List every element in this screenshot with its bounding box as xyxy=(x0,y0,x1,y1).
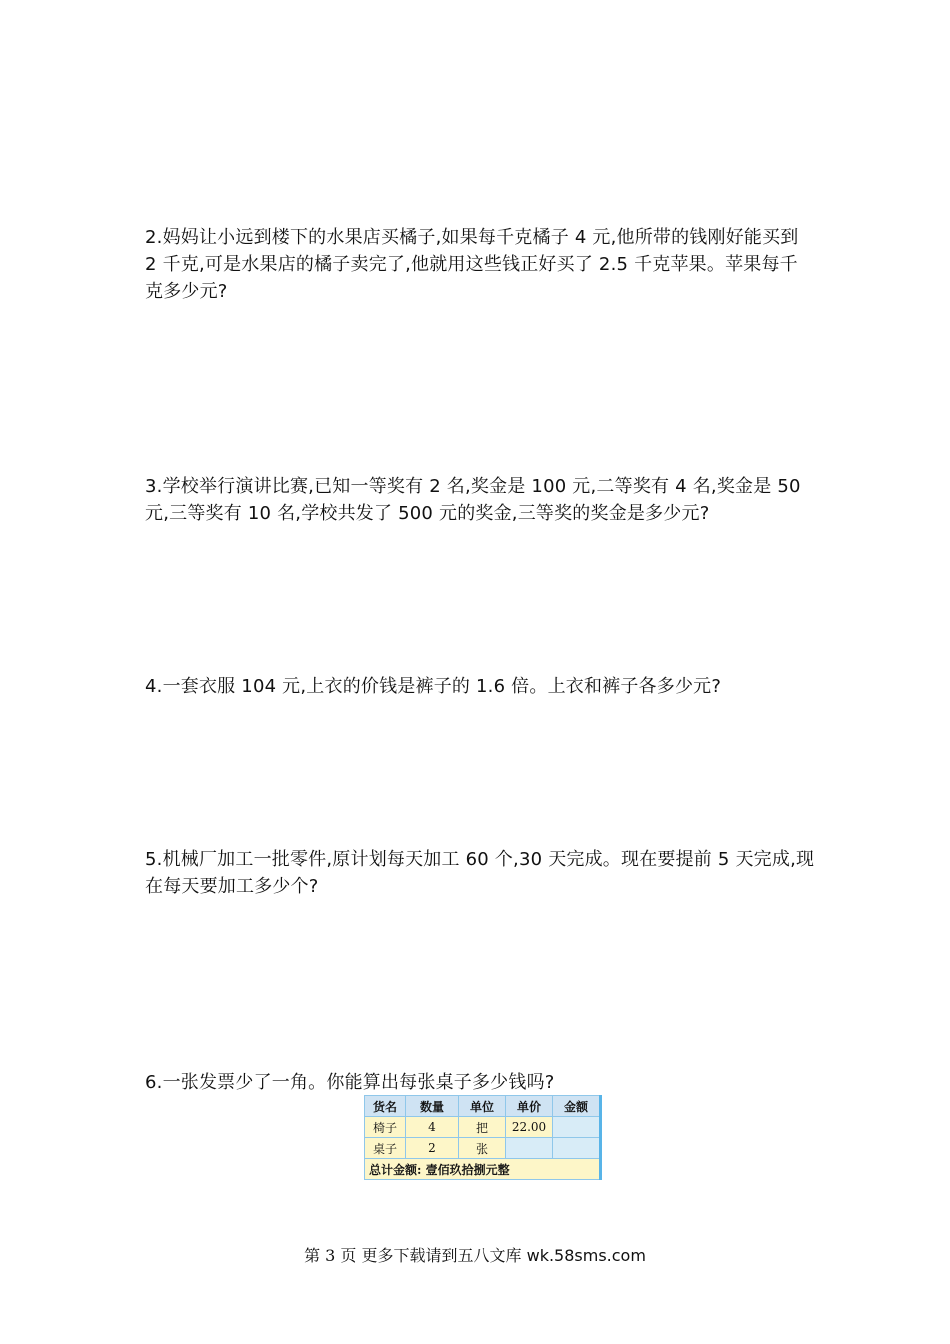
question-6: 6.一张发票少了一角。你能算出每张桌子多少钱吗? xyxy=(145,1072,555,1093)
question-2: 2.妈妈让小远到楼下的水果店买橘子,如果每千克橘子 4 元,他所带的钱刚好能买到 2 千克,可是水果店的橘子卖完了,他就用这些钱正好买了 2.5 千克苹果。苹果每千克多少元? xyxy=(145,227,799,302)
invoice-cell xyxy=(553,1117,601,1138)
invoice-cell: 22.00 xyxy=(506,1117,553,1138)
invoice-cell xyxy=(506,1138,553,1159)
invoice-row xyxy=(365,1138,601,1159)
invoice-cell: 桌子 xyxy=(365,1138,406,1159)
invoice-header-cell: 货名 xyxy=(365,1096,406,1117)
question-5: 5.机械厂加工一批零件,原计划每天加工 60 个,30 天完成。现在要提前 5 天完成,现在每天要加工多少个? xyxy=(145,849,815,897)
invoice-cell: 张 xyxy=(459,1138,506,1159)
footer-site: wk.58sms.com xyxy=(526,1246,646,1265)
question-4: 4.一套衣服 104 元,上衣的价钱是裤子的 1.6 倍。上衣和裤子各多少元? xyxy=(145,676,722,697)
footer-page-text: 第 3 页 更多下载请到五八文库 xyxy=(304,1246,522,1265)
invoice-cell: 2 xyxy=(406,1138,459,1159)
invoice-cell: 4 xyxy=(406,1117,459,1138)
invoice-row xyxy=(365,1117,601,1138)
invoice-header-row xyxy=(365,1096,601,1117)
invoice-table xyxy=(364,1095,602,1180)
invoice-header-cell: 单价 xyxy=(506,1096,553,1117)
invoice-cell: 椅子 xyxy=(365,1117,406,1138)
invoice-header-cell: 金额 xyxy=(553,1096,601,1117)
invoice-header-cell: 数量 xyxy=(406,1096,459,1117)
invoice-cell: 把 xyxy=(459,1117,506,1138)
question-3: 3.学校举行演讲比赛,已知一等奖有 2 名,奖金是 100 元,二等奖有 4 名,奖金是 50 元,三等奖有 10 名,学校共发了 500 元的奖金,三等奖的奖金是多少元? xyxy=(145,476,801,524)
page-footer xyxy=(0,1243,950,1266)
invoice-total-row xyxy=(365,1159,601,1180)
invoice-total: 总计金额: 壹佰玖拾捌元整 xyxy=(365,1159,601,1180)
invoice-header-cell: 单位 xyxy=(459,1096,506,1117)
invoice-cell xyxy=(553,1138,601,1159)
